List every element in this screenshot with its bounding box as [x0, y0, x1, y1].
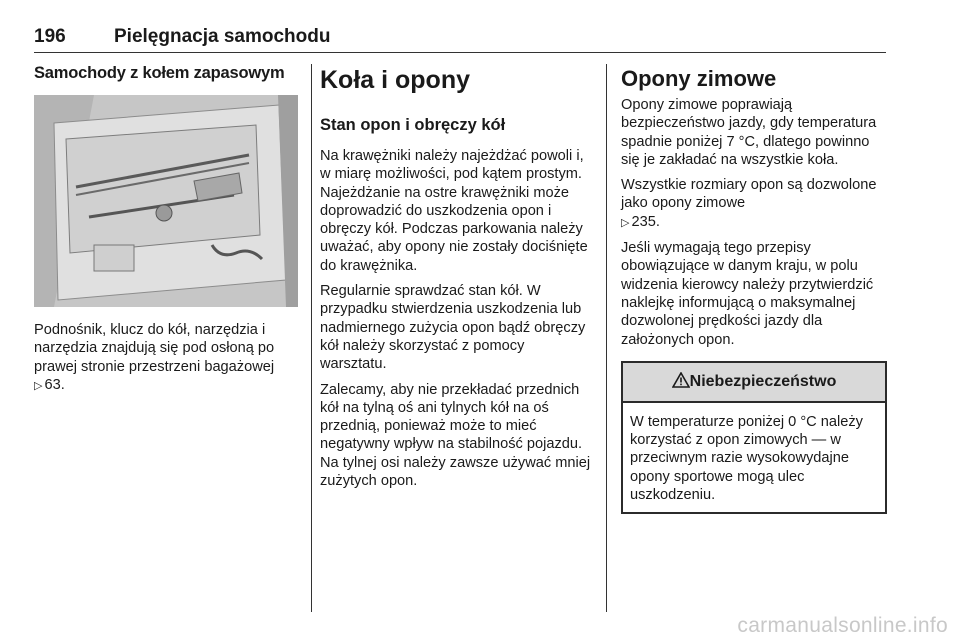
paragraph: Wszystkie rozmiary opon są dozwolone jako opony zimowe ▷ 235. [621, 176, 887, 232]
reference-arrow-icon: ▷ [34, 379, 43, 392]
chapter-title: Pielęgnacja samochodu [114, 26, 331, 47]
warning-title: Niebezpieczeństwo [689, 372, 837, 390]
watermark: carmanualsonline.info [737, 614, 948, 637]
subsection-title-tyre-condition: Stan opon i obręczy kół [320, 116, 506, 134]
warning-text: W temperaturze poniżej 0 °C należy korzystać z opon zimowych — w przeciwnym razie wysokowydajne opony sportowe mogą ulec uszkodzeniu. [630, 413, 863, 504]
page-reference[interactable]: 63. [44, 376, 65, 393]
column-divider [606, 64, 607, 612]
column-winter-tyres [621, 64, 887, 514]
page-header [34, 26, 886, 53]
warning-body [623, 403, 885, 512]
paragraph: Regularnie sprawdzać stan kół. W przypadku stwierdzenia uszkodzenia lub nadmiernego zużycia opon bądź obręczy kół należy skorzystać z pomocy warsztatu. [320, 283, 586, 373]
paragraph: Opony zimowe poprawiają bezpieczeństwo jazdy, gdy temperatura spadnie poniżej 7 °C, dlatego powinno się je zakładać na wszystkie koła. [621, 97, 877, 168]
reference-arrow-icon: ▷ [621, 216, 630, 229]
warning-triangle-icon [672, 372, 690, 388]
paragraph: Zalecamy, aby nie przekładać przednich kół na tylną oś ani tylnych kół na oś przednią, ponieważ może to mieć negatywny wpływ na stabilność pojazdu. Na tylnej osi należy zawsze używać mniej zużytych opon. [320, 381, 591, 490]
page-reference[interactable]: 235. [631, 213, 660, 230]
warning-header [623, 363, 885, 403]
page-number: 196 [34, 26, 66, 47]
paragraph: Jeśli wymagają tego przepisy obowiązujące w danym kraju, w polu widzenia kierowcy należy przytwierdzić naklejkę informującą o maksymalnej dozwolonej prędkości jazdy dla założonych opon. [621, 240, 874, 348]
warning-box [621, 361, 887, 514]
column-divider [311, 64, 312, 612]
section-title-winter-tyres: Opony zimowe [621, 66, 777, 91]
figure-caption: Podnośnik, klucz do kół, narzędzia i narzędzia znajdują się pod osłoną po prawej stronie przestrzeni bagażowej ▷ 63. [34, 321, 300, 395]
section-heading-spare-wheel: Samochody z kołem zapasowym [34, 64, 285, 82]
section-title-wheels-tyres: Koła i opony [320, 66, 470, 94]
column-spare-wheel [34, 64, 300, 402]
column-wheels-tyres [320, 64, 592, 497]
paragraph: Na krawężniki należy najeżdżać powoli i, w miarę możliwości, pod kątem prostym. Najeżdżanie na ostre krawężniki może doprowadzić do uszkodzenia opon i obręczy kół. Podczas parkowania należy uważać, aby opony nie zostały dociśnięte do krawężnika. [320, 148, 588, 274]
trunk-tools-illustration [34, 95, 298, 307]
